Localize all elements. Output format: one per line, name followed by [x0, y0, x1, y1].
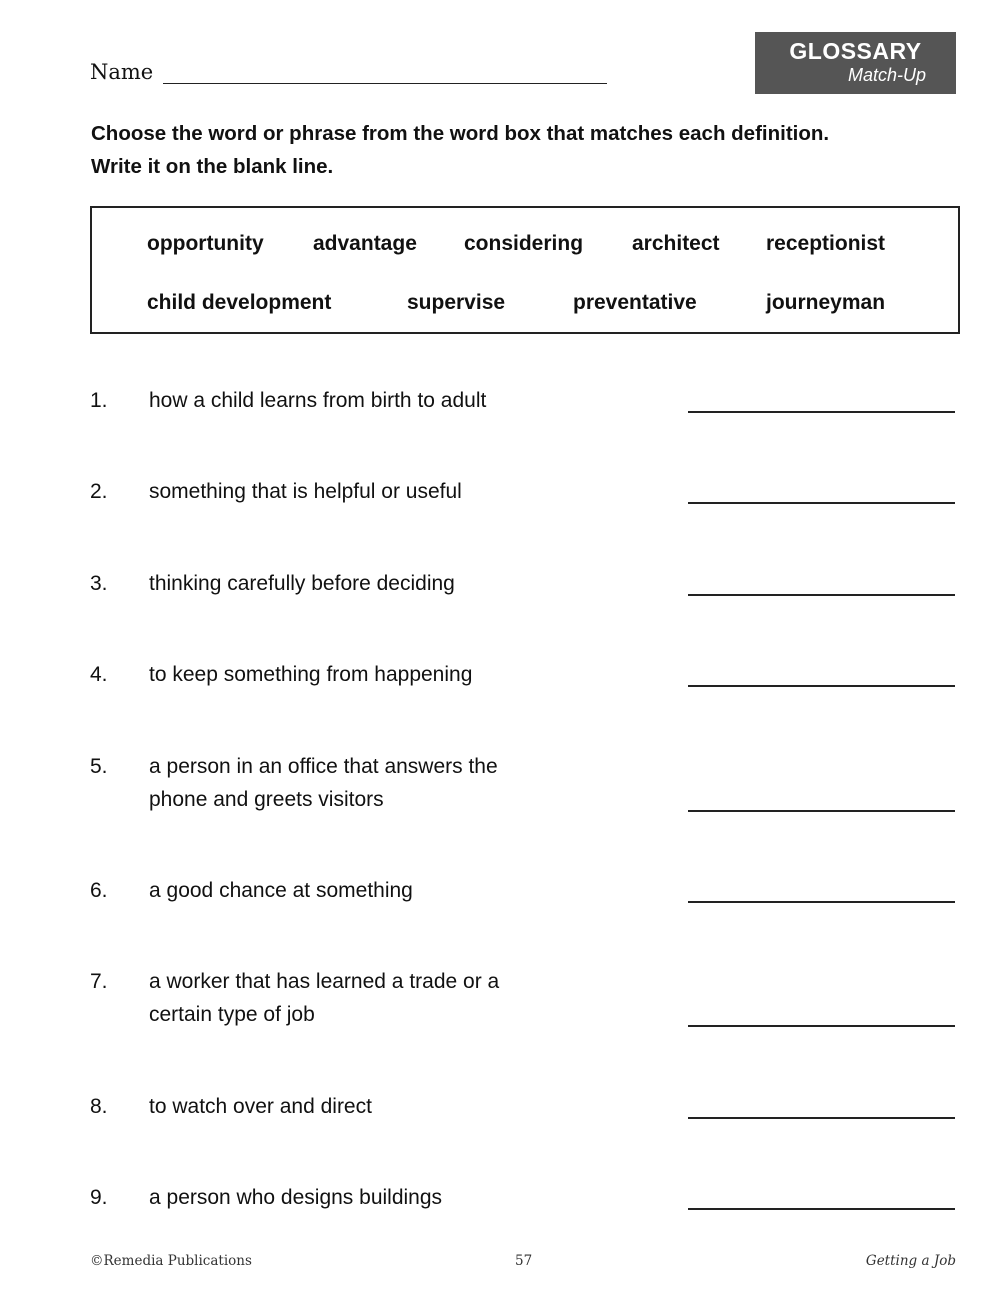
instructions-line-2: Write it on the blank line. [91, 155, 334, 178]
item-definition-text: something that is helpful or useful [149, 480, 462, 503]
item-definition-text: a good chance at something [149, 879, 413, 902]
badge-subtitle: Match-Up [847, 65, 926, 85]
item-number: 1. [90, 389, 108, 412]
name-blank-line[interactable] [163, 61, 607, 84]
glossary-badge [755, 32, 956, 94]
item-definition-text: phone and greets visitors [149, 788, 384, 811]
item-definition-text: thinking carefully before deciding [149, 572, 455, 595]
item-number: 5. [90, 755, 108, 778]
item-number: 6. [90, 879, 108, 902]
instructions-line-1: Choose the word or phrase from the word box that matches each definition. [91, 122, 830, 145]
item-number: 4. [90, 663, 108, 686]
answer-blank-line[interactable] [688, 594, 955, 596]
item-number: 3. [90, 572, 108, 595]
word-box-item: supervise [407, 291, 506, 314]
answer-blank-line[interactable] [688, 1208, 955, 1210]
answer-blank-line[interactable] [688, 1025, 955, 1027]
item-definition-text: how a child learns from birth to adult [149, 389, 487, 412]
answer-blank-line[interactable] [688, 1117, 955, 1119]
word-box-item: receptionist [766, 232, 886, 255]
item-number: 2. [90, 480, 108, 503]
answer-blank-line[interactable] [688, 901, 955, 903]
word-box-item: architect [632, 232, 720, 255]
item-definition-text: to keep something from happening [149, 663, 473, 686]
footer-page-number: 57 [515, 1253, 533, 1269]
name-field [90, 60, 607, 84]
word-box-item: journeyman [766, 291, 886, 314]
item-number: 8. [90, 1095, 108, 1118]
word-box-item: advantage [313, 232, 417, 255]
answer-blank-line[interactable] [688, 411, 955, 413]
word-box-item: child development [147, 291, 332, 314]
instructions [91, 117, 829, 183]
item-definition-text: certain type of job [149, 1003, 315, 1026]
item-definition-text: a person in an office that answers the [149, 755, 498, 778]
item-definition-text: a person who designs buildings [149, 1186, 443, 1209]
item-definition-text: to watch over and direct [149, 1095, 372, 1118]
word-box-item: considering [464, 232, 584, 255]
word-box [90, 206, 960, 334]
name-label: Name [90, 60, 154, 84]
item-number: 7. [90, 970, 108, 993]
word-box-item: opportunity [147, 232, 264, 255]
answer-blank-line[interactable] [688, 685, 955, 687]
footer-book-title: Getting a Job [865, 1253, 956, 1269]
badge-title: GLOSSARY [789, 38, 922, 64]
answer-blank-line[interactable] [688, 810, 955, 812]
item-definition-text: a worker that has learned a trade or a [149, 970, 500, 993]
item-number: 9. [90, 1186, 108, 1209]
answer-blank-line[interactable] [688, 502, 955, 504]
word-box-item: preventative [573, 291, 697, 314]
footer-publisher: ©Remedia Publications [90, 1253, 252, 1269]
